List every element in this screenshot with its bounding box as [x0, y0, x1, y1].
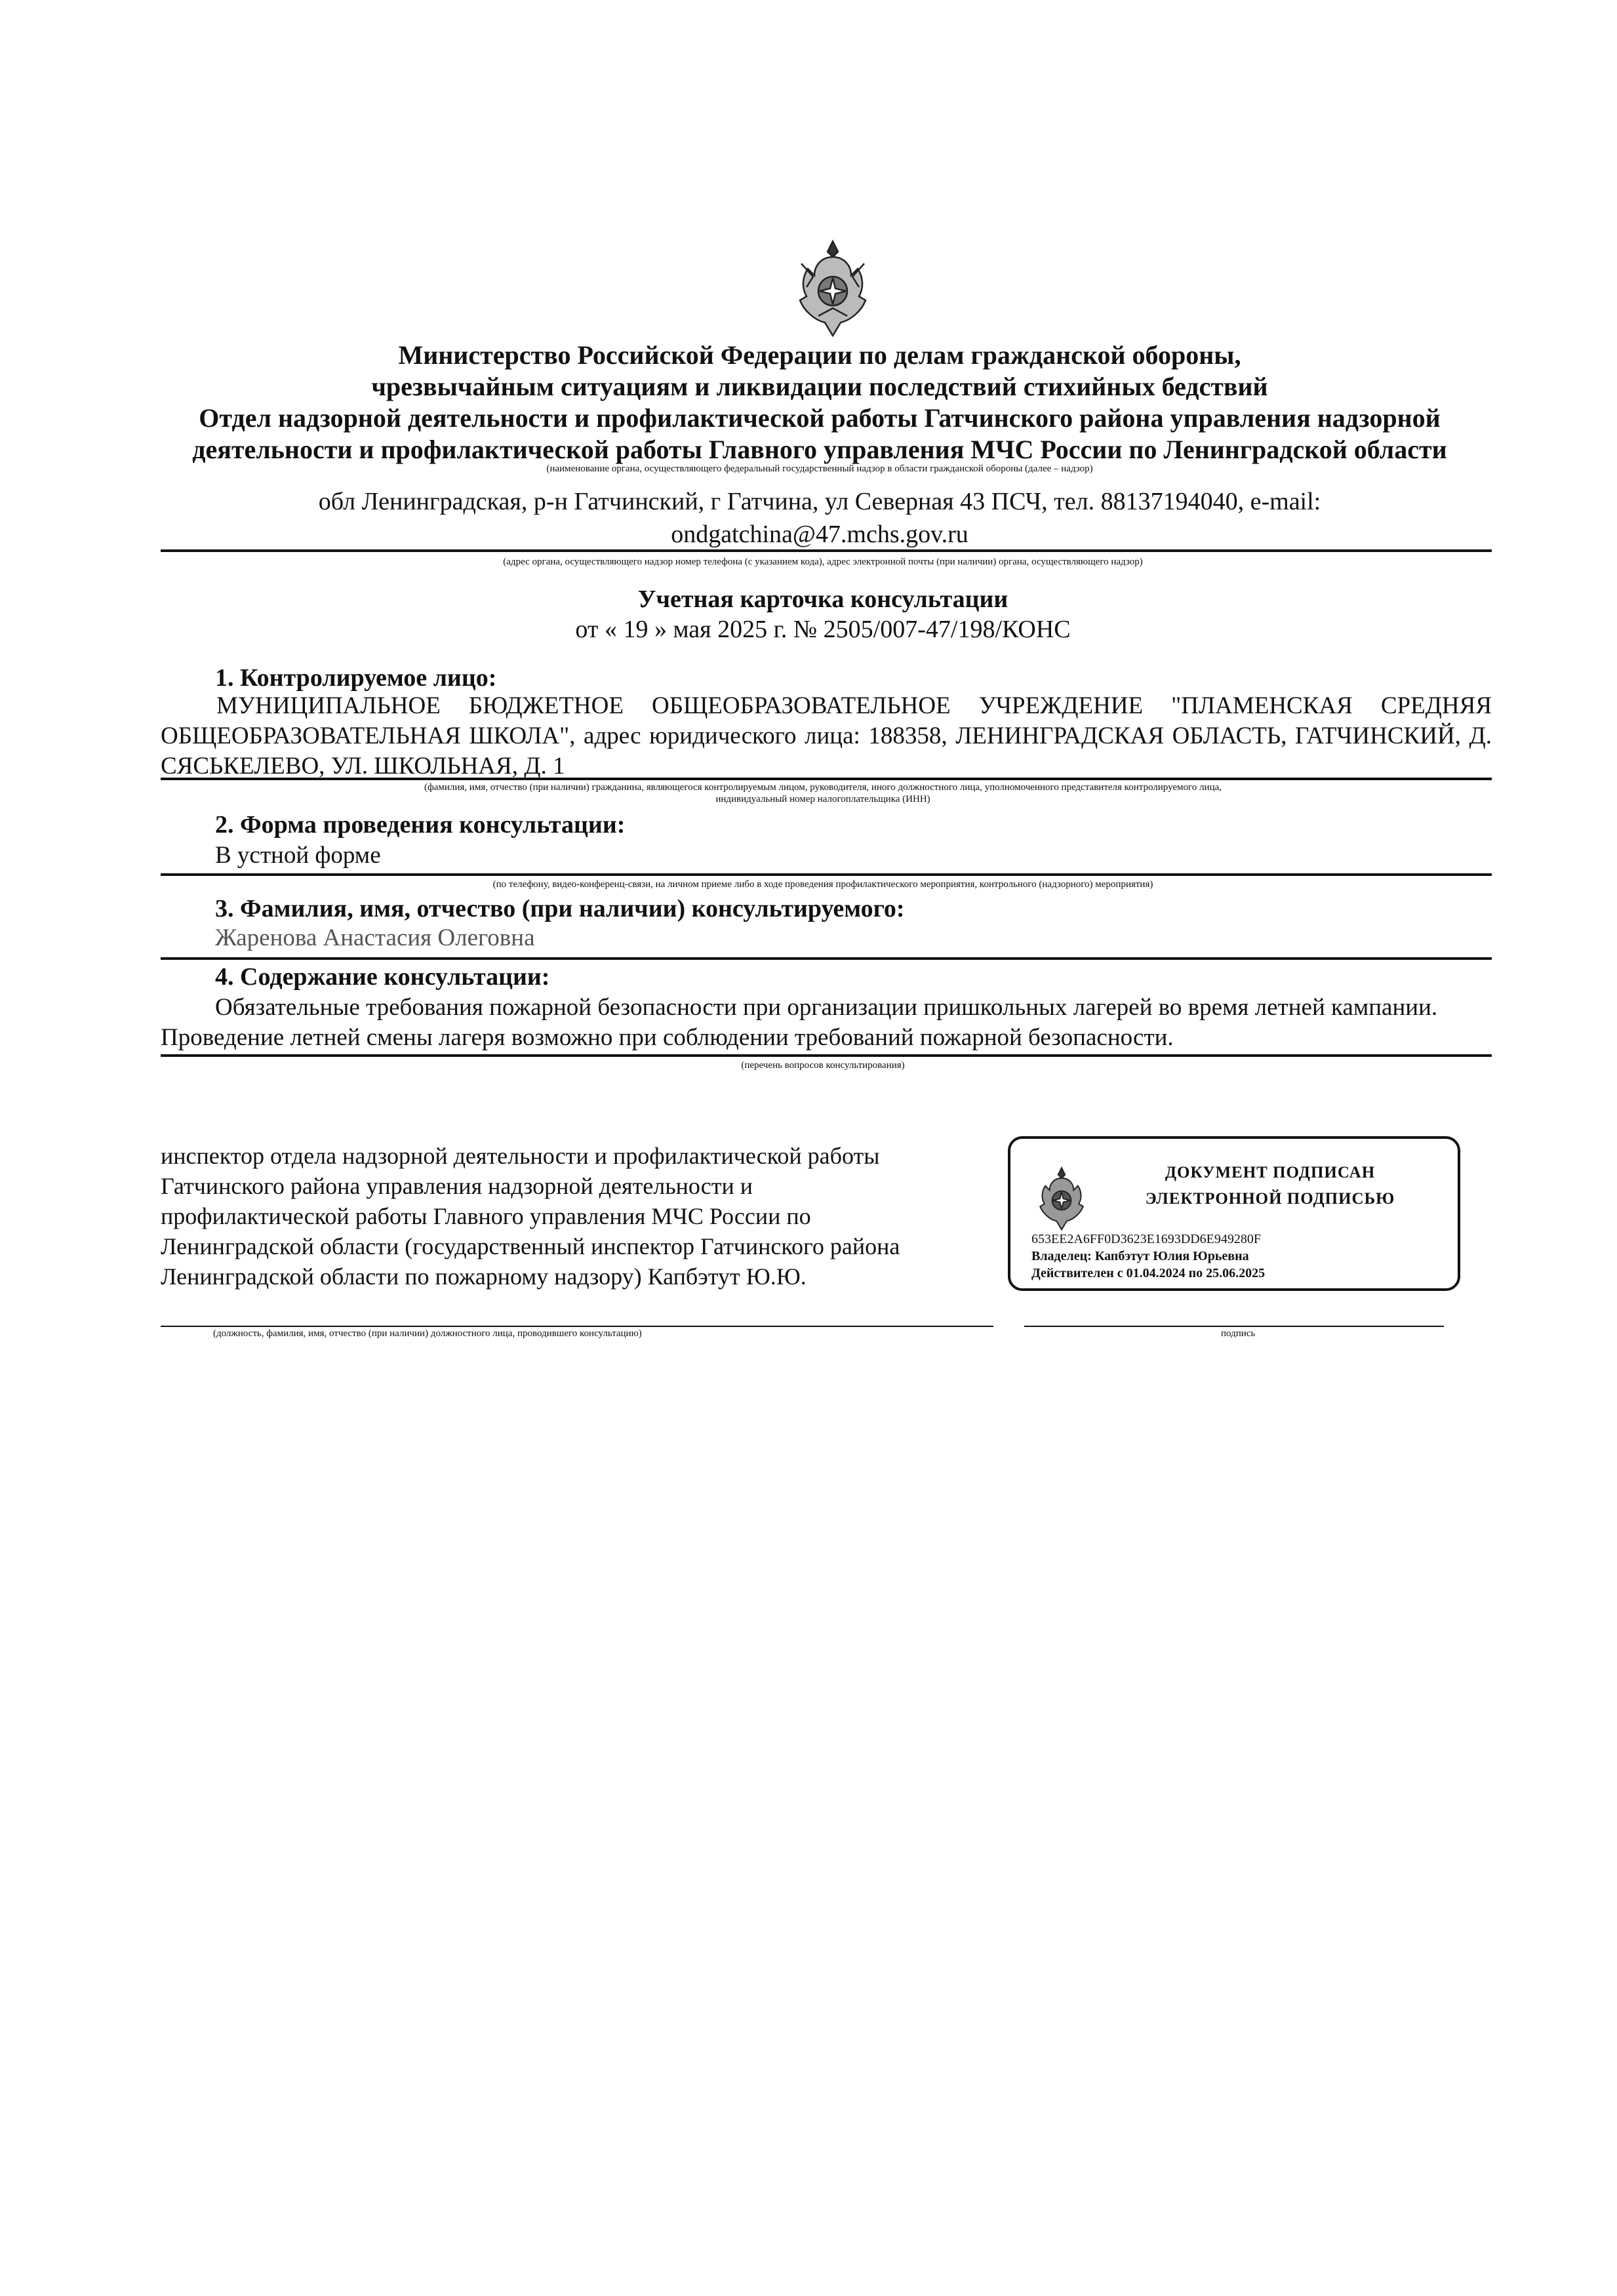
- mchs-emblem-icon: [795, 237, 871, 341]
- org-caption: (наименование органа, осуществляющего федеральный государственный надзор в области гражданской обороны (далее – надзор): [546, 464, 1093, 474]
- section-4-heading: 4. Содержание консультации:: [215, 963, 550, 991]
- caption-line: (фамилия, имя, отчество (при наличии) гражданина, являющегося контролируемым лицом, руководителя, иного должностного лица, уполномоченного представителя контролируемого лица,: [424, 782, 1222, 793]
- address-caption: (адрес органа, осуществляющего надзор номер телефона (с указанием кода), адрес электронной почты (при наличии) органа, осуществляющего надзор): [503, 557, 1143, 567]
- signature-caption: подпись: [1221, 1328, 1256, 1339]
- stamp-title-line: ДОКУМЕНТ ПОДПИСАН: [1165, 1164, 1376, 1181]
- divider: [161, 778, 1492, 780]
- section-1-caption: [157, 782, 1488, 805]
- section-2-caption: (по телефону, видео-конференц-связи, на личном приеме либо в ходе проведения профилактического мероприятия, контрольного (надзорного) мероприятия): [492, 879, 1153, 890]
- inspector-line: профилактической работы Главного управления МЧС России по: [161, 1203, 811, 1229]
- mchs-emblem-icon: [1037, 1165, 1087, 1233]
- org-address: [157, 485, 1482, 551]
- stamp-title: [1096, 1160, 1445, 1212]
- section-1-heading: 1. Контролируемое лицо:: [215, 664, 497, 692]
- consultation-content-line: Проведение летней смены лагеря возможно при соблюдении требований пожарной безопасности.: [161, 1024, 1174, 1051]
- section-3-heading: 3. Фамилия, имя, отчество (при наличии) консультируемого:: [215, 895, 905, 922]
- org-line: Отдел надзорной деятельности и профилактической работы Гатчинского района управления надзорной: [199, 403, 1441, 433]
- organization-name: [151, 340, 1488, 465]
- position-caption: (должность, фамилия, имя, отчество (при наличии) должностного лица, проводившего консультацию): [213, 1328, 642, 1339]
- section-2-heading: 2. Форма проведения консультации:: [215, 811, 626, 839]
- stamp-title-line: ЭЛЕКТРОННОЙ ПОДПИСЬЮ: [1145, 1190, 1395, 1208]
- divider: [161, 957, 1492, 960]
- inspector-line: Гатчинского района управления надзорной деятельности и: [161, 1173, 753, 1199]
- card-title: Учетная карточка консультации: [637, 585, 1008, 613]
- certificate-number: 653EE2A6FF0D3623E1693DD6E949280F: [1031, 1232, 1262, 1246]
- divider: [161, 1054, 1492, 1057]
- controlled-person: МУНИЦИПАЛЬНОЕ БЮДЖЕТНОЕ ОБЩЕОБРАЗОВАТЕЛЬНОЕ УЧРЕЖДЕНИЕ "ПЛАМЕНСКАЯ СРЕДНЯЯ ОБЩЕОБРАЗОВАТЕЛЬНАЯ ШКОЛА", адрес юридического лица: 188358, ЛЕНИНГРАДСКАЯ ОБЛАСТЬ, ГАТЧИНСКИЙ, Д. СЯСЬКЕЛЕВО, УЛ. ШКОЛЬНАЯ, Д. 1: [161, 692, 1492, 780]
- position-line: [161, 1326, 993, 1327]
- org-line: Министерство Российской Федерации по делам гражданской обороны,: [398, 340, 1241, 370]
- consultation-form: В устной форме: [215, 842, 381, 869]
- address-line: обл Ленинградская, р-н Гатчинский, г Гатчина, ул Северная 43 ПСЧ, тел. 88137194040, e-mail:: [318, 488, 1321, 515]
- inspector-line: Ленинградской области (государственный инспектор Гатчинского района: [161, 1233, 900, 1259]
- consulted-person-name: Жаренова Анастасия Олеговна: [215, 924, 535, 951]
- card-number: от « 19 » мая 2025 г. № 2505/007-47/198/КОНС: [575, 616, 1071, 643]
- divider: [161, 549, 1492, 552]
- section-4-caption: (перечень вопросов консультирования): [741, 1060, 905, 1071]
- org-line: чрезвычайным ситуациям и ликвидации последствий стихийных бедствий: [371, 372, 1268, 401]
- inspector-line: Ленинградской области по пожарному надзору) Капбэтут Ю.Ю.: [161, 1263, 807, 1290]
- certificate-owner: Владелец: Капбэтут Юлия Юрьевна: [1031, 1249, 1249, 1263]
- divider: [161, 873, 1492, 876]
- inspector-line: инспектор отдела надзорной деятельности и профилактической работы: [161, 1143, 880, 1169]
- inspector-position: [161, 1141, 1000, 1292]
- certificate-validity: Действителен с 01.04.2024 по 25.06.2025: [1031, 1266, 1266, 1280]
- consultation-content-line: Обязательные требования пожарной безопасности при организации пришкольных лагерей во время летней кампании.: [215, 994, 1438, 1021]
- signature-line: [1024, 1326, 1444, 1327]
- caption-line: индивидуальный номер налогоплательщика (ИНН): [715, 794, 930, 804]
- org-line: деятельности и профилактической работы Главного управления МЧС России по Ленинградской области: [192, 435, 1447, 464]
- address-email: ondgatchina@47.mchs.gov.ru: [671, 521, 968, 548]
- electronic-signature-stamp: [1008, 1136, 1460, 1291]
